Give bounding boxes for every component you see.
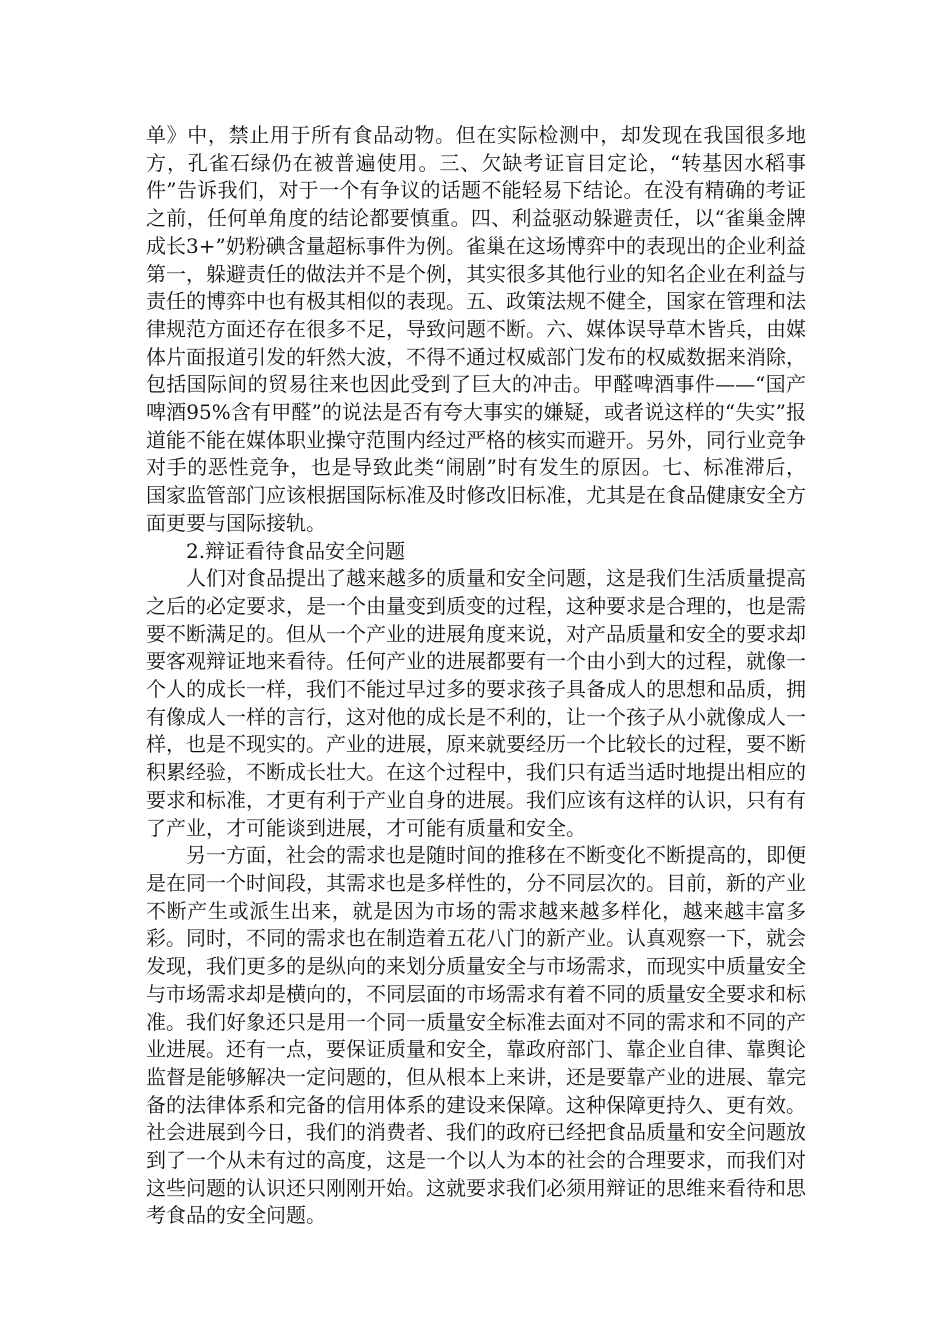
paragraph-industry-development: 人们对食品提出了越来越多的质量和安全问题，这是我们生活质量提高之后的必定要求，是一个由量变到质变的过程，这种要求是合理的，也是需要不断满足的。但从一个产业的进展角度来说，对产品质量和安全的要求却要客观辩证地来看待。任何产业的进展都要有一个由小到大的过程，就像一个人的成长一样，我们不能过早过多的要求孩子具备成人的思想和品质，拥有像成人一样的言行，这对他的成长是不利的，让一个孩子从小就像成人一样，也是不现实的。产业的进展，原来就要经历一个比较长的过程，要不断积累经验，不断成长壮大。在这个过程中，我们只有适当适时地提出相应的要求和标准，才更有利于产业自身的进展。我们应该有这样的认识，只有有了产业，才可能谈到进展，才可能有质量和安全。 bbox=[146, 566, 806, 840]
paragraph-continuation: 单》中，禁止用于所有食品动物。但在实际检测中，却发现在我国很多地方，孔雀石绿仍在被普遍使用。三、欠缺考证盲目定论，“转基因水稻事件”告诉我们，对于一个有争议的话题不能轻易下结论。在没有精确的考证之前，任何单角度的结论都要慎重。四、利益驱动躲避责任，以“雀巢金牌成长3+”奶粉碘含量超标事件为例。雀巢在这场博弈中的表现出的企业利益第一，躲避责任的做法并不是个例，其实很多其他行业的知名企业在利益与责任的博弈中也有极其相似的表现。五、政策法规不健全，国家在管理和法律规范方面还存在很多不足，导致问题不断。六、媒体误导草木皆兵，由媒体片面报道引发的轩然大波，不得不通过权威部门发布的权威数据来消除，包括国际间的贸易往来也因此受到了巨大的冲击。甲醛啤酒事件——“国产啤酒95%含有甲醛”的说法是否有夸大事实的嫌疑，或者说这样的“失实”报道能不能在媒体职业操守范围内经过严格的核实而避开。另外，同行业竞争对手的恶性竞争，也是导致此类“闹剧”时有发生的原因。七、标准滞后，国家监管部门应该根据国际标准及时修改旧标准，尤其是在食品健康安全方面更要与国际接轨。 bbox=[146, 123, 806, 535]
section-heading: 2.辩证看待食品安全问题 bbox=[186, 538, 406, 563]
document-body bbox=[146, 122, 806, 1230]
paragraph-social-demand: 另一方面，社会的需求也是随时间的推移在不断变化不断提高的，即便是在同一个时间段，其需求也是多样性的，分不同层次的。目前，新的产业不断产生或派生出来，就是因为市场的需求越来越多样化，越来越丰富多彩。同时，不同的需求也在制造着五花八门的新产业。认真观察一下，就会发现，我们更多的是纵向的来划分质量安全与市场需求，而现实中质量安全与市场需求却是横向的，不同层面的市场需求有着不同的质量安全要求和标准。我们好象还只是用一个同一质量安全标准去面对不同的需求和不同的产业进展。还有一点，要保证质量和安全，靠政府部门、靠企业自律、靠舆论监督是能够解决一定问题的，但从根本上来讲，还是要靠产业的进展、靠完备的法律体系和完备的信用体系的建设来保障。这种保障更持久、更有效。社会进展到今日，我们的消费者、我们的政府已经把食品质量和安全问题放到了一个从未有过的高度，这是一个以人为本的社会的合理要求，而我们对这些问题的认识还只刚刚开始。这就要求我们必须用辩证的思维来看待和思考食品的安全问题。 bbox=[146, 843, 806, 1228]
